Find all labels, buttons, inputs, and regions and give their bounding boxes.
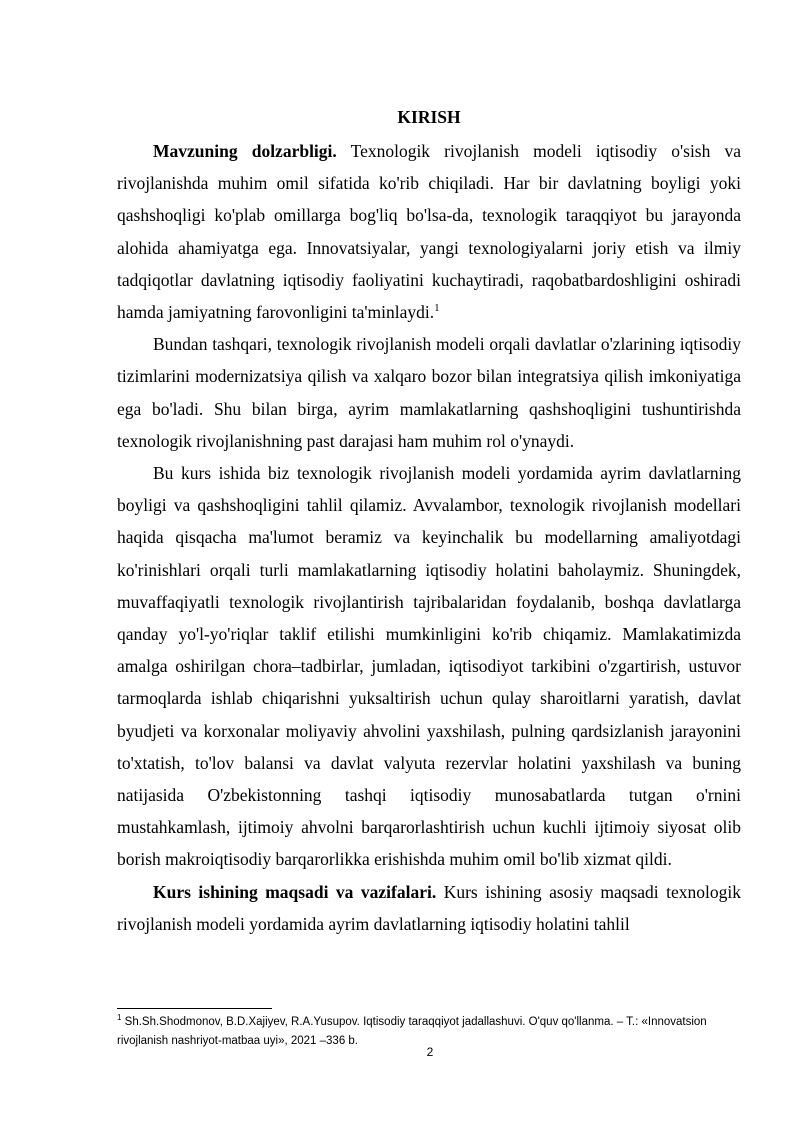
paragraph-modernization bbox=[117, 328, 741, 457]
paragraph-text: Kurs ishining asosiy maqsadi texnologik rivojlanish modeli yordamida ayrim davlatlarning iqtisodiy holatini tahlil bbox=[117, 881, 741, 934]
paragraph-text: Texnologik rivojlanish modeli iqtisodiy o'sish va rivojlanishda muhim omil sifatida ko'rib chiqiladi. Har bir davlatning boyligi yoki qashshoqligi ko'plab omillarga bog'liq bo'lsa-da, texnologik taraqqiyot bu jarayonda alohida ahamiyatga ega. Innovatsiyalar, yangi texnologiyalarni joriy etish va ilmiy tadqiqotlar davlatning iqtisodiy faoliyatini kuchaytiradi, raqobatbardoshligini oshiradi hamda jamiyatning farovonligini ta'minlaydi. bbox=[117, 141, 742, 323]
paragraph-text: Bu kurs ishida biz texnologik rivojlanish modeli yordamida ayrim davlatlarning boyligi va qashshoqligini tahlil qilamiz. Avvalambor, texnologik rivojlanish modellari haqida qisqacha ma'lumot beramiz va keyinchalik bu modellarning amaliyotdagi ko'rinishlari orqali turli mamlakatlarning iqtisodiy holatini baholaymiz. Shuningdek, muvaffaqiyatli texnologik rivojlantirish tajribalaridan foydalanib, boshqa davlatlarga qanday yo'l-yo'riqlar taklif etilishi mumkinligini ko'rib chiqamiz. Mamlakatimizda amalga oshirilgan chora–tadbirlar, jumladan, iqtisodiyot tarkibini o'zgartirish, ustuvor tarmoqlarda ishlab chiqarishni yuksaltirish uchun qulay sharoitlarni yaratish, davlat byudjeti va korxonalar moliyaviy ahvolini yaxshilash, pulning qardsizlanish jarayonini to'xtatish, to'lov balansi va davlat valyuta rezervlar holatini yaxshilash va buning natijasida O'zbekistonning tashqi iqtisodiy munosabatlarda tutgan o'rnini mustahkamlash, ijtimoiy ahvolni barqarorlashtirish uchun kuchli ijtimoiy siyosat olib borish makroiqtisodiy barqarorlikka erishishda muhim omil bo'lib xizmat qildi. bbox=[117, 463, 741, 870]
paragraph-lead: Kurs ishining maqsadi va vazifalari. bbox=[153, 881, 437, 902]
footnote-separator bbox=[117, 1008, 272, 1009]
section-heading: KIRISH bbox=[397, 107, 461, 127]
footnote-reference: 1 bbox=[434, 302, 440, 315]
paragraph-text: Bundan tashqari, texnologik rivojlanish modeli orqali davlatlar o'zlarining iqtisodiy tizimlarini modernizatsiya qilish va xalqaro bozor bilan integratsiya qilish imkoniyatiga ega bo'ladi. Shu bilan birga, ayrim mamlakatlarning qashshoqligini tushuntirishda texnologik rivojlanishning past darajasi ham muhim rol o'ynaydi. bbox=[117, 334, 741, 451]
footnote-number: 1 bbox=[117, 1013, 122, 1023]
paragraph-lead: Mavzuning dolzarbligi. bbox=[153, 141, 337, 161]
footnote-text: Sh.Sh.Shodmonov, B.D.Xajiyev, R.A.Yusupov. Iqtisodiy taraqqiyot jadallashuvi. O'quv qo'llanma. – T.: «Innovatsion rivojlanish nashriyot-matbaa uyi», 2021 –336 b. bbox=[117, 1016, 707, 1047]
paragraph-goals bbox=[117, 876, 741, 940]
document-page bbox=[117, 104, 741, 940]
paragraph-analysis bbox=[117, 457, 741, 876]
page-number: 2 bbox=[426, 1045, 434, 1059]
paragraph-relevance bbox=[117, 135, 741, 328]
